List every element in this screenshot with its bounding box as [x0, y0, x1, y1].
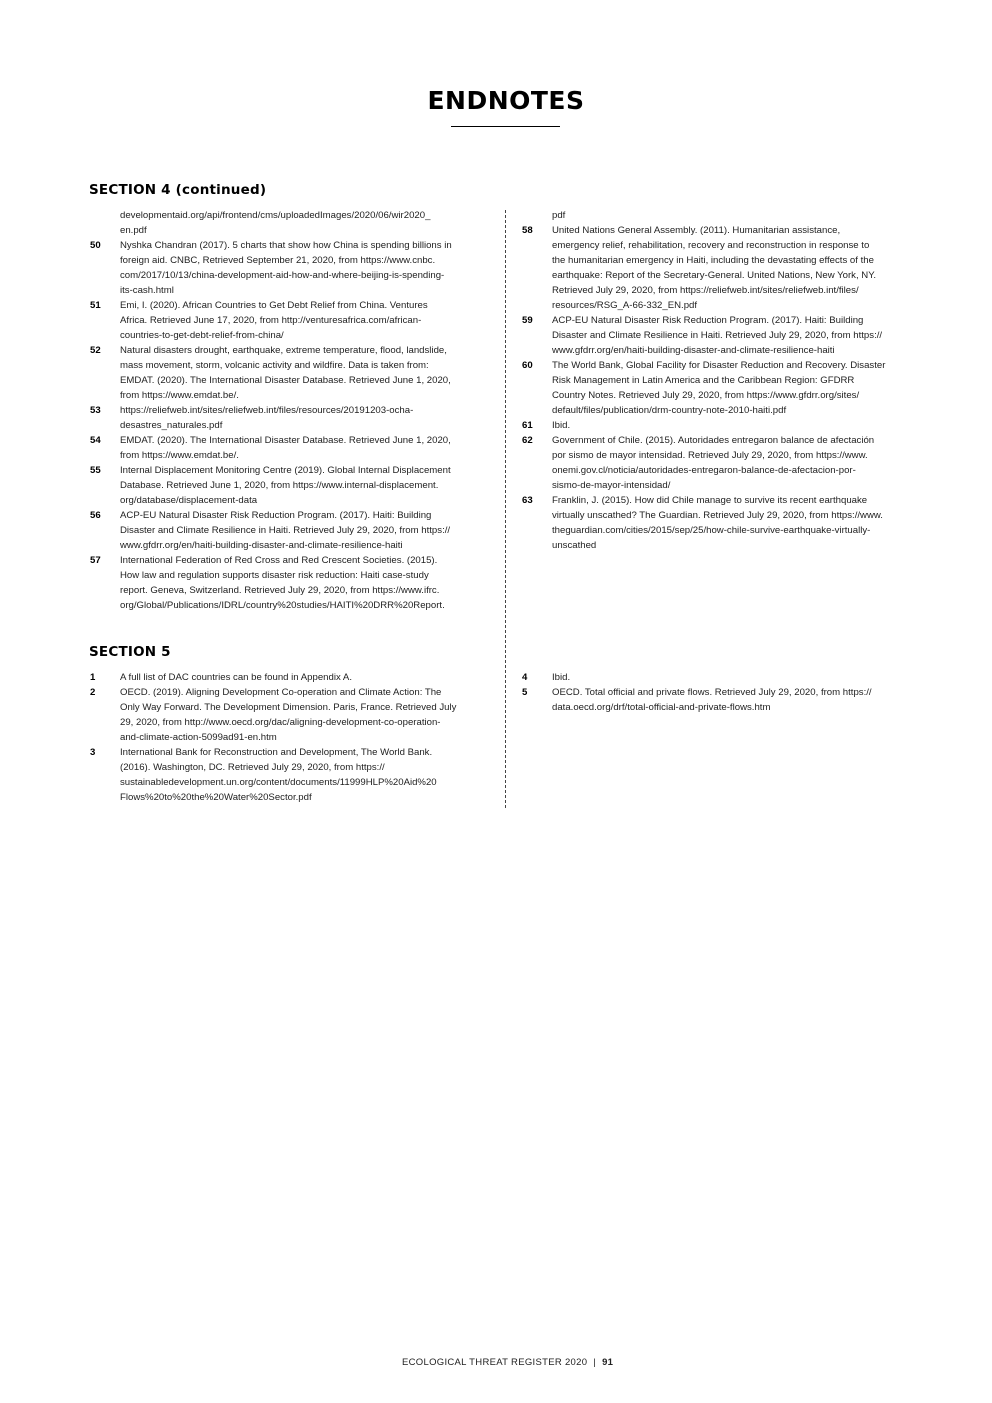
page-title: ENDNOTES — [427, 86, 585, 115]
endnote-item: 52 Natural disasters drought, earthquake, extreme temperature, flood, landslide, mass movement, storm, volcanic activity and wildfire. Data is taken from: EMDAT. (2020). The International Disaster Database. Retrieved June 1, 2020, from https://www.emdat.be/. — [90, 345, 451, 401]
endnote-item: 3 International Bank for Reconstruction and Development, The World Bank. (2016). Washington, DC. Retrieved July 29, 2020, from https:// sustainabledevelopment.un.org/content/documents/11999HLP%20Aid%20 Flows%20to%20the%20Water%20Sector.pdf — [90, 747, 437, 803]
page-footer — [402, 1357, 613, 1368]
footer-publication: ECOLOGICAL THREAT REGISTER 2020 — [402, 1357, 588, 1368]
endnote-item: 59 ACP-EU Natural Disaster Risk Reduction Program. (2017). Haiti: Building Disaster and Climate Resilience in Haiti. Retrieved July 29, 2020, from https:// www.gfdrr.org/en/haiti-building-disaster-and-climate-resilience-haiti — [522, 315, 883, 356]
endnote-item: 57 International Federation of Red Cross and Red Crescent Societies. (2015). How law and regulation supports disaster risk reduction: Haiti case-study report. Geneva, Switzerland. Retrieved July 29, 2020, from https://www.ifrc. org/Global/Publications/IDRL/country%20studies/HAITI%20DRR%20Report. — [90, 555, 445, 611]
endnote-item: 5 OECD. Total official and private flows. Retrieved July 29, 2020, from https:// data.oecd.org/drf/total-official-and-private-flows.htm — [522, 687, 872, 713]
endnote-item: 61 Ibid. — [522, 420, 571, 431]
section-5-right-column — [522, 670, 894, 715]
endnote-item: 1 A full list of DAC countries can be found in Appendix A. — [90, 672, 352, 683]
section-5-left-column — [90, 670, 462, 805]
endnote-item: 4 Ibid. — [522, 672, 571, 683]
endnote-item: 63 Franklin, J. (2015). How did Chile manage to survive its recent earthquake virtually unscathed? The Guardian. Retrieved July 29, 2020, from https://www. theguardian.com/cities/2015/sep/25/how-chile-survive-earthquake-virtually- unscathed — [522, 495, 883, 551]
endnote-item: pdf — [552, 210, 566, 221]
endnote-item: 2 OECD. (2019). Aligning Development Co-operation and Climate Action: The Only Way Forward. The Development Dimension. Paris, France. Retrieved July 29, 2020, from http://www.oecd.org/dac/aligning-development-co-operation- and-climate-action-5099ad91-en.htm — [90, 687, 457, 743]
section-4-left-column — [90, 208, 462, 613]
section-4-right-column — [522, 208, 894, 553]
endnote-item: 56 ACP-EU Natural Disaster Risk Reduction Program. (2017). Haiti: Building Disaster and Climate Resilience in Haiti. Retrieved July 29, 2020, from https:// www.gfdrr.org/en/haiti-building-disaster-and-climate-resilience-haiti — [90, 510, 451, 551]
endnote-item: 55 Internal Displacement Monitoring Centre (2019). Global Internal Displacement Database. Retrieved June 1, 2020, from https://www.internal-displacement. org/database/displacement-data — [90, 465, 451, 506]
column-divider — [505, 210, 506, 808]
section-4-heading: SECTION 4 (continued) — [89, 182, 267, 198]
footer-separator: | — [593, 1357, 597, 1368]
endnote-item: 50 Nyshka Chandran (2017). 5 charts that show how China is spending billions in foreign aid. CNBC, Retrieved September 21, 2020, from https://www.cnbc. com/2017/10/13/china-development-aid-how-and-where-beijing-is-spending- its-cash.html — [90, 240, 452, 296]
endnote-item: 62 Government of Chile. (2015). Autoridades entregaron balance de afectación por sismo de mayor intensidad. Retrieved July 29, 2020, from https://www. onemi.gov.cl/noticia/autoridades-entregaron-balance-de-afectacion-por- sismo-de-mayor-intensidad/ — [522, 435, 875, 491]
endnote-item: 60 The World Bank, Global Facility for Disaster Reduction and Recovery. Disaster Risk Management in Latin America and the Caribbean Region: GFDRR Country Notes. Retrieved July 29, 2020, from https://www.gfdrr.org/sites/ default/files/publication/drm-country-note-2010-haiti.pdf — [522, 360, 886, 416]
endnote-item: 58 United Nations General Assembly. (2011). Humanitarian assistance, emergency relief, rehabilitation, recovery and reconstruction in response to the humanitarian emergency in Haiti, including the devastating effects of the earthquake: Report of the Secretary-General. United Nations, New York, NY. Retrieved July 29, 2020, from https://reliefweb.int/sites/reliefweb.int/files/ resources/RSG_A-66-332_EN.pdf — [522, 225, 877, 311]
endnote-item: 53 https://reliefweb.int/sites/reliefweb.int/files/resources/20191203-ocha- desastres_naturales.pdf — [90, 405, 414, 431]
section-5-heading: SECTION 5 — [89, 644, 171, 660]
endnote-item: developmentaid.org/api/frontend/cms/uploadedImages/2020/06/wir2020_ en.pdf — [120, 210, 431, 236]
title-underline — [451, 126, 560, 127]
endnote-item: 51 Emi, I. (2020). African Countries to Get Debt Relief from China. Ventures Africa. Retrieved June 17, 2020, from http://venturesafrica.com/african- countries-to-get-debt-relief-from-china/ — [90, 300, 428, 341]
page-number: 91 — [602, 1357, 614, 1368]
endnote-item: 54 EMDAT. (2020). The International Disaster Database. Retrieved June 1, 2020, from https://www.emdat.be/. — [90, 435, 451, 461]
